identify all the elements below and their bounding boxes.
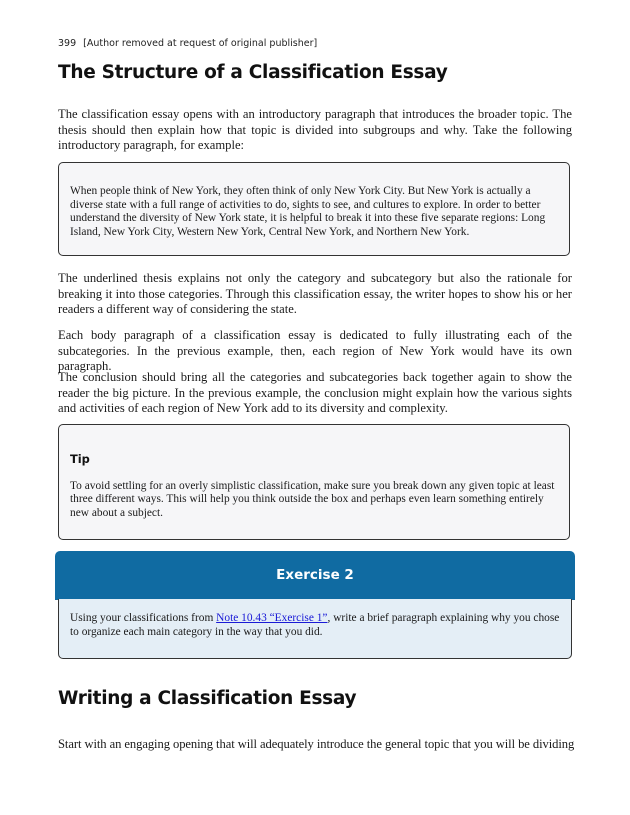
page-number: 399 [58,38,77,49]
intro-paragraph: The classification essay opens with an introductory paragraph that introduces the broader topic. The thesis should then explain how that topic is divided into subgroups and why. Take the following introductory paragraph, for example: [58,107,572,152]
exercise-body [58,599,572,659]
exercise-text-end: , write a brief paragraph explaining why you chose to organize each main category in the way that you did. [70,612,560,638]
body-paragraph-3: The conclusion should bring all the categories and subcategories back together again to show the reader the big picture. In the previous example, the conclusion might explain how the various sights and activities of each region of New York add to its diversity and complexity. [58,370,572,415]
exercise-box [55,551,575,659]
example-box [58,162,570,256]
section-title-writing: Writing a Classification Essay [58,688,357,709]
section-title-structure: The Structure of a Classification Essay [58,62,448,83]
exercise-text [70,612,560,639]
writing-paragraph: Start with an engaging opening that will adequately introduce the general topic that you will be dividing [58,737,575,751]
exercise-text-start: Using your classifications from [70,612,217,624]
exercise-1-link[interactable]: Note 10.43 “Exercise 1” [216,612,328,624]
tip-box [58,424,570,540]
tip-title: Tip [70,452,90,466]
body-paragraph-2: Each body paragraph of a classification essay is dedicated to fully illustrating each of the subcategories. In the previous example, then, each region of New York would have its own paragraph. [58,328,572,373]
running-header [58,38,317,49]
running-title: [Author removed at request of original publisher] [83,38,318,49]
tip-text: To avoid settling for an overly simplistic classification, make sure you break down any given topic at least three different ways. This will help you think outside the box and perhaps even learn something entirely new about a subject. [70,479,555,519]
body-paragraph-1: The underlined thesis explains not only the category and subcategory but also the rationale for breaking it into those categories. Through this classification essay, the writer hopes to show his or her readers a different way of considering the state. [58,271,572,316]
exercise-title: Exercise 2 [55,551,575,600]
example-box-text: When people think of New York, they often think of only New York City. But New York is actually a diverse state with a full range of activities to do, sights to see, and cultures to explore. In order to better understand the diversity of New York state, it is helpful to break it into these five separate regions: Long Island, New York City, Western New York, Central New York, and Northern New York. [70,185,546,238]
